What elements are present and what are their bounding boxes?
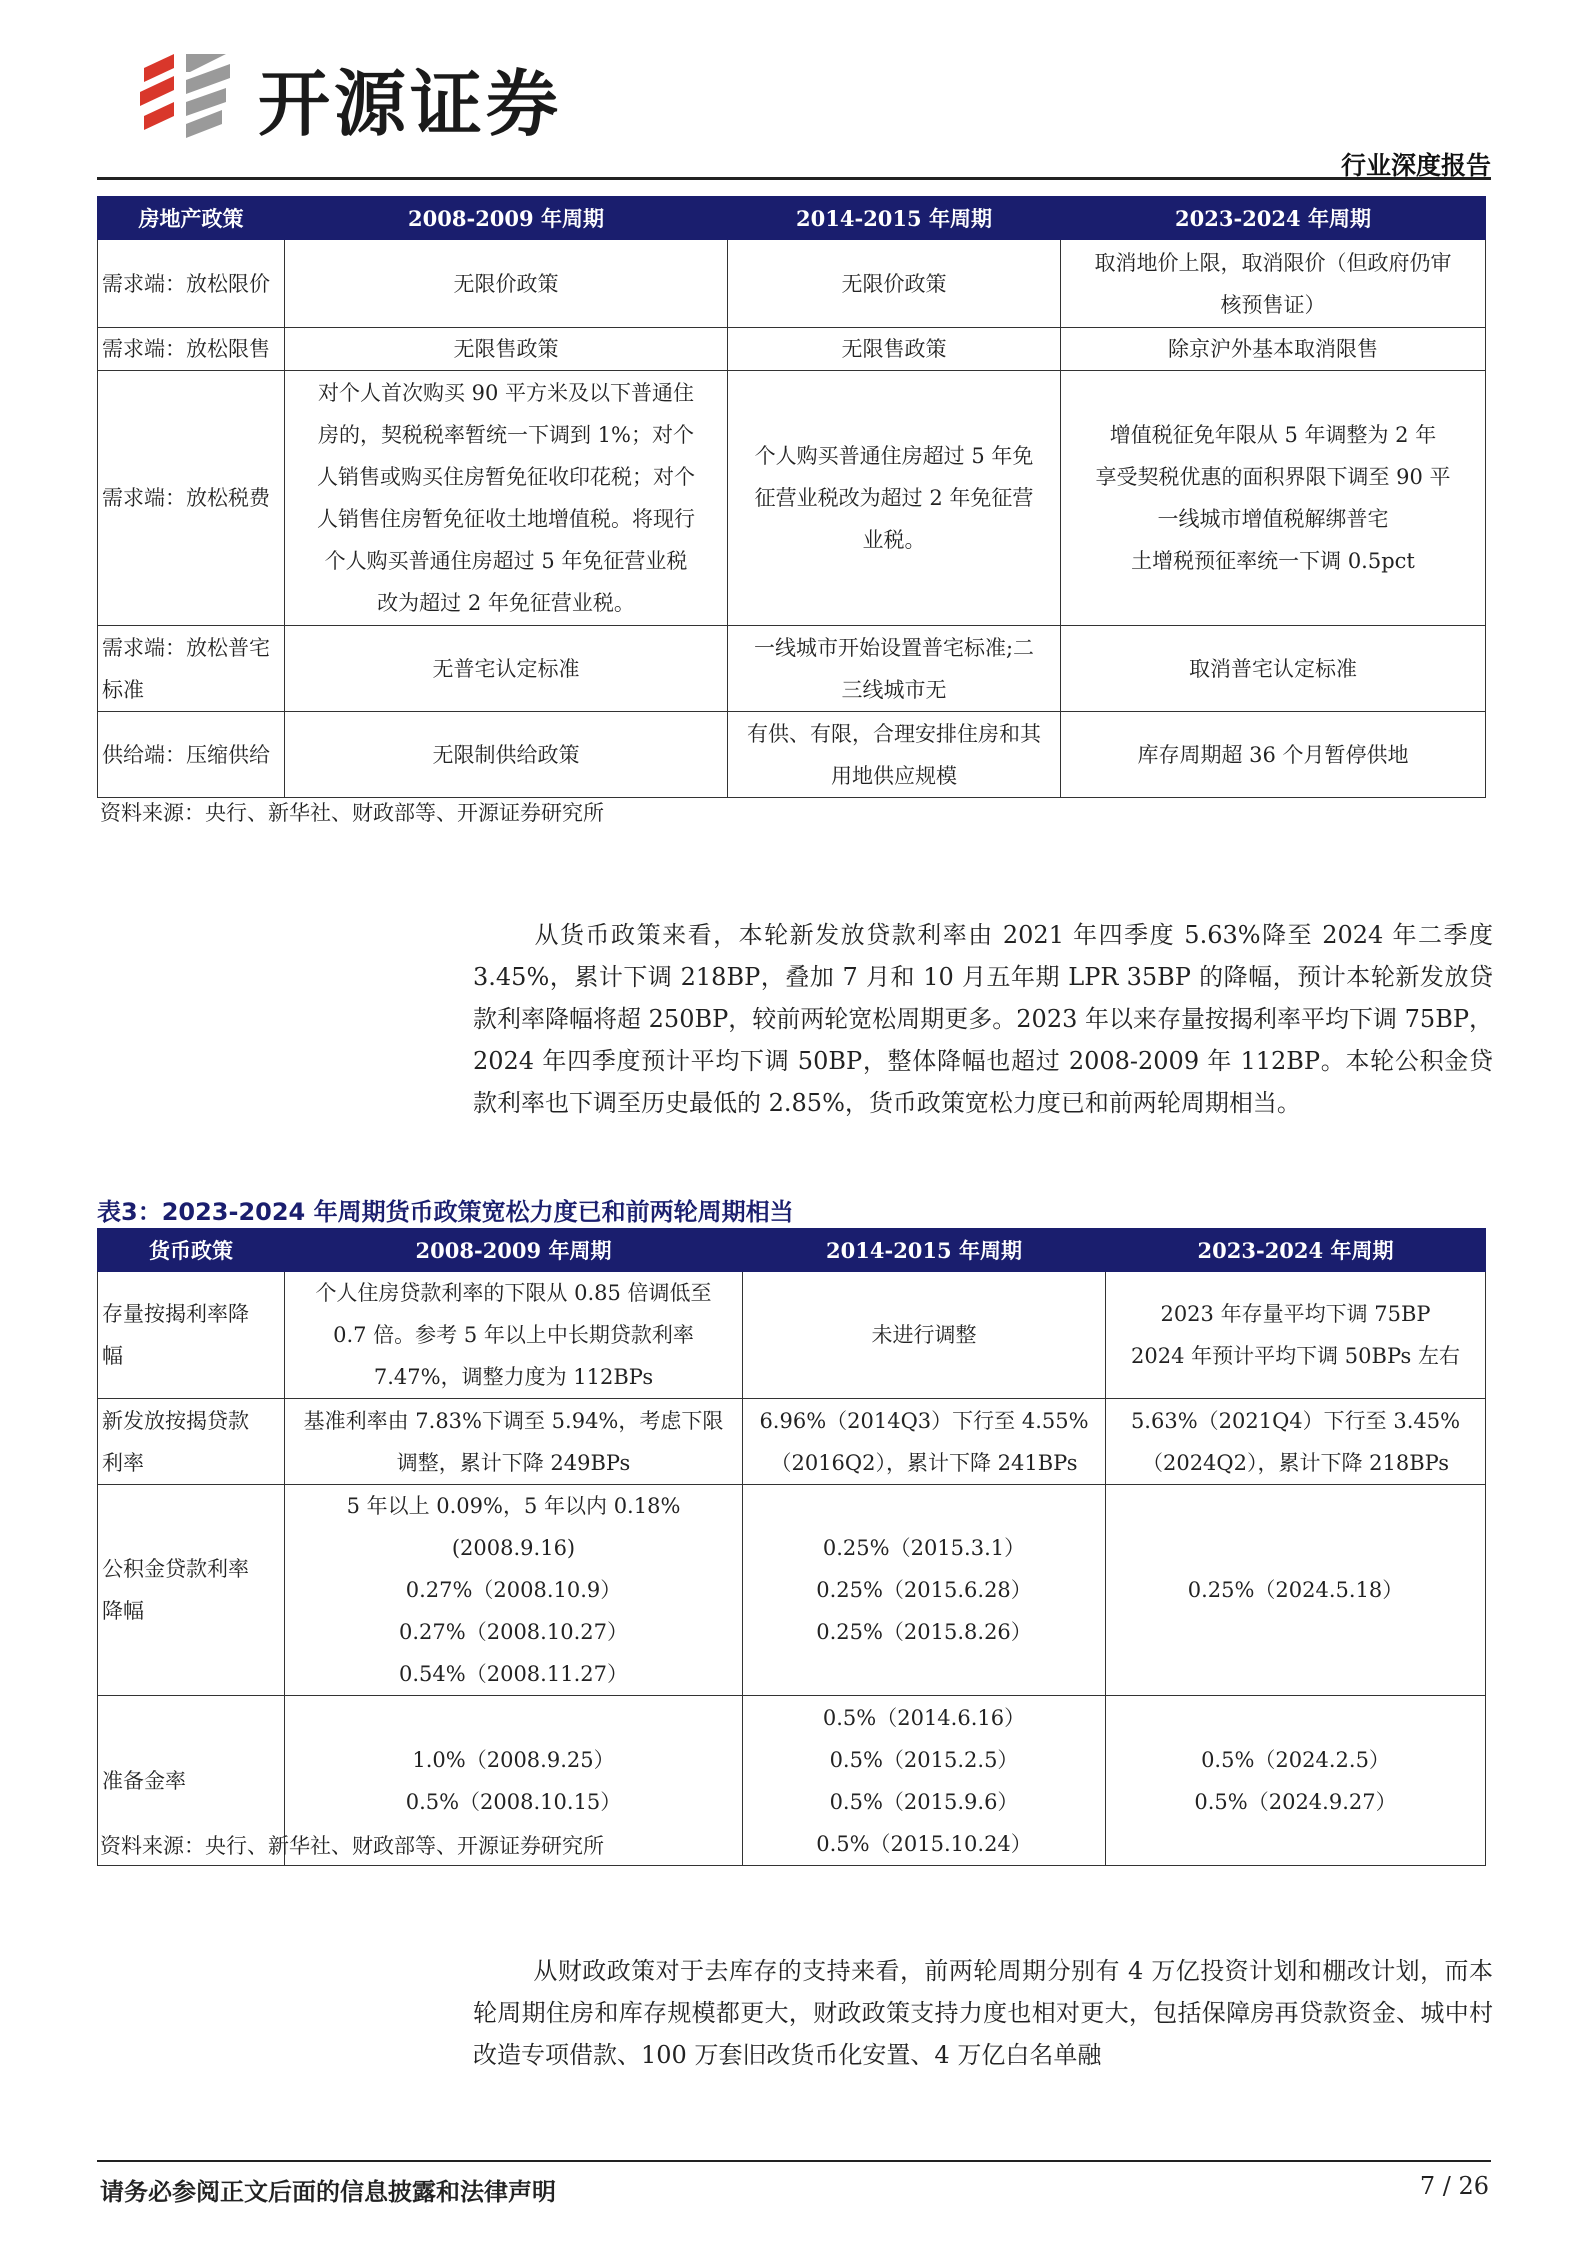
cell-line: 需求端：放松普宅 xyxy=(102,635,270,660)
cell-line: 无限制供给政策 xyxy=(432,742,580,767)
table-header-row xyxy=(98,1229,1486,1272)
row-label-cell xyxy=(98,1485,285,1696)
table-cell xyxy=(1061,328,1486,371)
cell-line: 2024 年预计平均下调 50BPs 左右 xyxy=(1131,1344,1460,1368)
table-cell xyxy=(728,240,1061,328)
cell-line: （2024Q2），累计下降 218BPs xyxy=(1141,1450,1450,1475)
report-type-label: 行业深度报告 xyxy=(1340,151,1491,180)
cell-line: 三线城市无 xyxy=(841,677,947,702)
cell-line: 0.25%（2024.5.18） xyxy=(1187,1578,1404,1602)
cell-line: 0.5%（2015.2.5） xyxy=(829,1747,1019,1772)
cell-line: 需求端：放松税费 xyxy=(102,486,270,510)
cell-line: 个人住房贷款利率的下限从 0.85 倍调低至 xyxy=(315,1281,712,1305)
cell-line: 需求端：放松限售 xyxy=(102,337,270,361)
cell-line: 0.54%（2008.11.27） xyxy=(399,1662,628,1686)
table-cell xyxy=(285,712,728,798)
cell-line: 1.0%（2008.9.25） xyxy=(412,1747,615,1772)
cell-line: 个人购买普通住房超过 5 年免 xyxy=(754,444,1034,468)
table-cell xyxy=(743,1399,1106,1485)
cell-line: 除京沪外基本取消限售 xyxy=(1168,337,1378,361)
cell-line: 降幅 xyxy=(102,1599,144,1623)
column-header: 货币政策 xyxy=(98,1229,285,1272)
column-header: 2008-2009 年周期 xyxy=(285,1229,743,1272)
table-cell xyxy=(743,1485,1106,1696)
cell-line: 土增税预征率统一下调 0.5pct xyxy=(1131,549,1415,573)
table-row xyxy=(98,371,1486,626)
cell-line: 2023 年存量平均下调 75BP xyxy=(1160,1302,1431,1326)
cell-line: 无限售政策 xyxy=(841,337,947,361)
cell-line: 改为超过 2 年免征营业税。 xyxy=(377,591,635,615)
cell-line: 0.27%（2008.10.9） xyxy=(405,1578,622,1602)
cell-line: 无普宅认定标准 xyxy=(432,656,580,681)
column-header: 2008-2009 年周期 xyxy=(285,197,728,240)
table-cell xyxy=(285,1399,743,1485)
row-label-cell xyxy=(98,328,285,371)
table-cell xyxy=(285,371,728,626)
table-cell xyxy=(1061,626,1486,712)
table-row xyxy=(98,712,1486,798)
cell-line: 存量按揭利率降 xyxy=(102,1302,249,1326)
cell-line: 一线城市增值税解绑普宅 xyxy=(1157,507,1389,531)
column-header: 2014-2015 年周期 xyxy=(728,197,1061,240)
cell-line: 无限价政策 xyxy=(453,271,559,296)
cell-line: 0.5%（2015.10.24） xyxy=(816,1831,1032,1856)
table-row xyxy=(98,240,1486,328)
table-cell xyxy=(285,240,728,328)
row-label-cell xyxy=(98,1272,285,1399)
table-row xyxy=(98,626,1486,712)
cell-line: 幅 xyxy=(102,1344,123,1368)
cell-line: 用地供应规模 xyxy=(831,763,957,788)
row-label-cell xyxy=(98,1399,285,1485)
table-header-row xyxy=(98,197,1486,240)
cell-line: 库存周期超 36 个月暂停供地 xyxy=(1137,742,1409,767)
table-cell xyxy=(285,328,728,371)
cell-line: 增值税征免年限从 5 年调整为 2 年 xyxy=(1109,423,1437,447)
cell-line: 有供、有限，合理安排住房和其 xyxy=(747,721,1041,746)
cell-line: 基准利率由 7.83%下调至 5.94%，考虑下限 xyxy=(303,1408,724,1433)
body-paragraph xyxy=(473,914,1493,1124)
column-header: 房地产政策 xyxy=(98,197,285,240)
table-cell xyxy=(743,1696,1106,1866)
cell-line: 取消地价上限，取消限价（但政府仍审 xyxy=(1094,250,1452,275)
cell-line: 享受契税优惠的面积界限下调至 90 平 xyxy=(1095,465,1451,489)
table-cell xyxy=(728,371,1061,626)
page-number: 7 / 26 xyxy=(1419,2172,1489,2200)
row-label-cell xyxy=(98,371,285,626)
cell-line: 未进行调整 xyxy=(871,1323,977,1347)
cell-line: 核预售证） xyxy=(1220,292,1326,317)
cell-line: 7.47%，调整力度为 112BPs xyxy=(373,1365,654,1389)
table-cell xyxy=(285,1272,743,1399)
monetary-policy-table xyxy=(97,1228,1486,1866)
cell-line: 5 年以上 0.09%，5 年以内 0.18%(2008.9.16) xyxy=(346,1494,681,1560)
brand-name: 开源证券 xyxy=(258,61,563,146)
cell-line: 0.25%（2015.8.26） xyxy=(816,1620,1032,1644)
table-cell xyxy=(728,712,1061,798)
column-header: 2014-2015 年周期 xyxy=(743,1229,1106,1272)
paragraph-text: 从财政政策对于去库存的支持来看，前两轮周期分别有 4 万亿投资计划和棚改计划，而本轮周期住房和库存规模都更大，财政政策支持力度也相对更大，包括保障房再贷款资金、城中村改造专项借款、100 万套旧改货币化安置、4 万亿白名单融 xyxy=(473,1957,1493,2069)
row-label-cell xyxy=(98,626,285,712)
cell-line: 0.25%（2015.6.28） xyxy=(816,1578,1032,1602)
table-cell xyxy=(1106,1399,1486,1485)
footer-divider xyxy=(97,2160,1491,2162)
cell-line: 需求端：放松限价 xyxy=(102,271,270,296)
cell-line: 房的，契税税率暂统一下调到 1%；对个 xyxy=(318,423,694,447)
row-label-cell xyxy=(98,240,285,328)
cell-line: 新发放按揭贷款 xyxy=(102,1408,249,1433)
disclaimer-text: 请务必参阅正文后面的信息披露和法律声明 xyxy=(100,2178,556,2206)
cell-line: 无限售政策 xyxy=(453,337,559,361)
table-cell xyxy=(743,1272,1106,1399)
table-row xyxy=(98,1272,1486,1399)
cell-line: 0.5%（2024.9.27） xyxy=(1194,1789,1397,1814)
cell-line: 0.5%（2008.10.15） xyxy=(405,1789,622,1814)
cell-line: 准备金率 xyxy=(102,1768,186,1793)
table-cell xyxy=(728,328,1061,371)
cell-line: 0.25%（2015.3.1） xyxy=(822,1536,1026,1560)
column-header: 2023-2024 年周期 xyxy=(1061,197,1486,240)
table-source-note: 资料来源：央行、新华社、财政部等、开源证券研究所 xyxy=(100,1834,604,1858)
table-cell xyxy=(1061,712,1486,798)
cell-line: 6.96%（2014Q3）下行至 4.55% xyxy=(759,1408,1089,1433)
cell-line: 征营业税改为超过 2 年免征营 xyxy=(754,486,1034,510)
table-cell xyxy=(1061,371,1486,626)
cell-line: 5.63%（2021Q4）下行至 3.45% xyxy=(1130,1408,1461,1433)
cell-line: 取消普宅认定标准 xyxy=(1189,656,1357,681)
cell-line: 无限价政策 xyxy=(841,271,947,296)
cell-line: 0.5%（2015.9.6） xyxy=(829,1789,1019,1814)
table-cell xyxy=(285,626,728,712)
cell-line: 公积金贷款利率 xyxy=(102,1557,249,1581)
table-cell xyxy=(1106,1485,1486,1696)
table-cell xyxy=(285,1485,743,1696)
paragraph-text: 从货币政策来看，本轮新发放贷款利率由 2021 年四季度 5.63%降至 2024 年二季度 3.45%，累计下调 218BP，叠加 7 月和 10 月五年期 LPR 35BP 的降幅，预计本轮新发放贷款利率降幅将超 250BP，较前两轮宽松周期更多。2023 年以来存量按揭利率平均下调 75BP，2024 年四季度预计平均下调 50BP，整体降幅也超过 2008-2009 年 112BP。本轮公积金贷款利率也下调至历史最低的 2.85%，货币政策宽松力度已和前两轮周期相当。 xyxy=(473,921,1493,1117)
table-source-note: 资料来源：央行、新华社、财政部等、开源证券研究所 xyxy=(100,801,604,825)
cell-line: 业税。 xyxy=(862,528,926,552)
table-cell xyxy=(1061,240,1486,328)
cell-line: （2016Q2），累计下降 241BPs xyxy=(770,1450,1078,1475)
cell-line: 0.5%（2024.2.5） xyxy=(1201,1747,1390,1772)
cell-line: 调整，累计下降 249BPs xyxy=(396,1450,631,1475)
table-cell xyxy=(1106,1272,1486,1399)
table-cell xyxy=(1106,1696,1486,1866)
cell-line: 0.5%（2014.6.16） xyxy=(822,1705,1026,1730)
header-divider xyxy=(97,177,1491,180)
table-row xyxy=(98,1399,1486,1485)
row-label-cell xyxy=(98,712,285,798)
cell-line: 0.27%（2008.10.27） xyxy=(399,1620,628,1644)
table-row xyxy=(98,1485,1486,1696)
cell-line: 对个人首次购买 90 平方米及以下普通住 xyxy=(317,381,695,405)
cell-line: 人销售住房暂免征收土地增值税。将现行 xyxy=(317,507,695,531)
brand-logo-icon xyxy=(130,50,240,145)
cell-line: 标准 xyxy=(102,677,144,702)
cell-line: 人销售或购买住房暂免征收印花税；对个 xyxy=(317,465,695,489)
body-paragraph xyxy=(473,1950,1493,2076)
table-cell xyxy=(728,626,1061,712)
column-header: 2023-2024 年周期 xyxy=(1106,1229,1486,1272)
table-row xyxy=(98,328,1486,371)
table-caption: 表3：2023-2024 年周期货币政策宽松力度已和前两轮周期相当 xyxy=(97,1198,794,1226)
real-estate-policy-table xyxy=(97,196,1486,798)
cell-line: 一线城市开始设置普宅标准;二 xyxy=(753,635,1035,660)
cell-line: 利率 xyxy=(102,1450,144,1475)
logo xyxy=(130,50,562,145)
cell-line: 供给端：压缩供给 xyxy=(102,742,270,767)
cell-line: 0.7 倍。参考 5 年以上中长期贷款利率 xyxy=(333,1323,694,1347)
cell-line: 个人购买普通住房超过 5 年免征营业税 xyxy=(324,549,688,573)
